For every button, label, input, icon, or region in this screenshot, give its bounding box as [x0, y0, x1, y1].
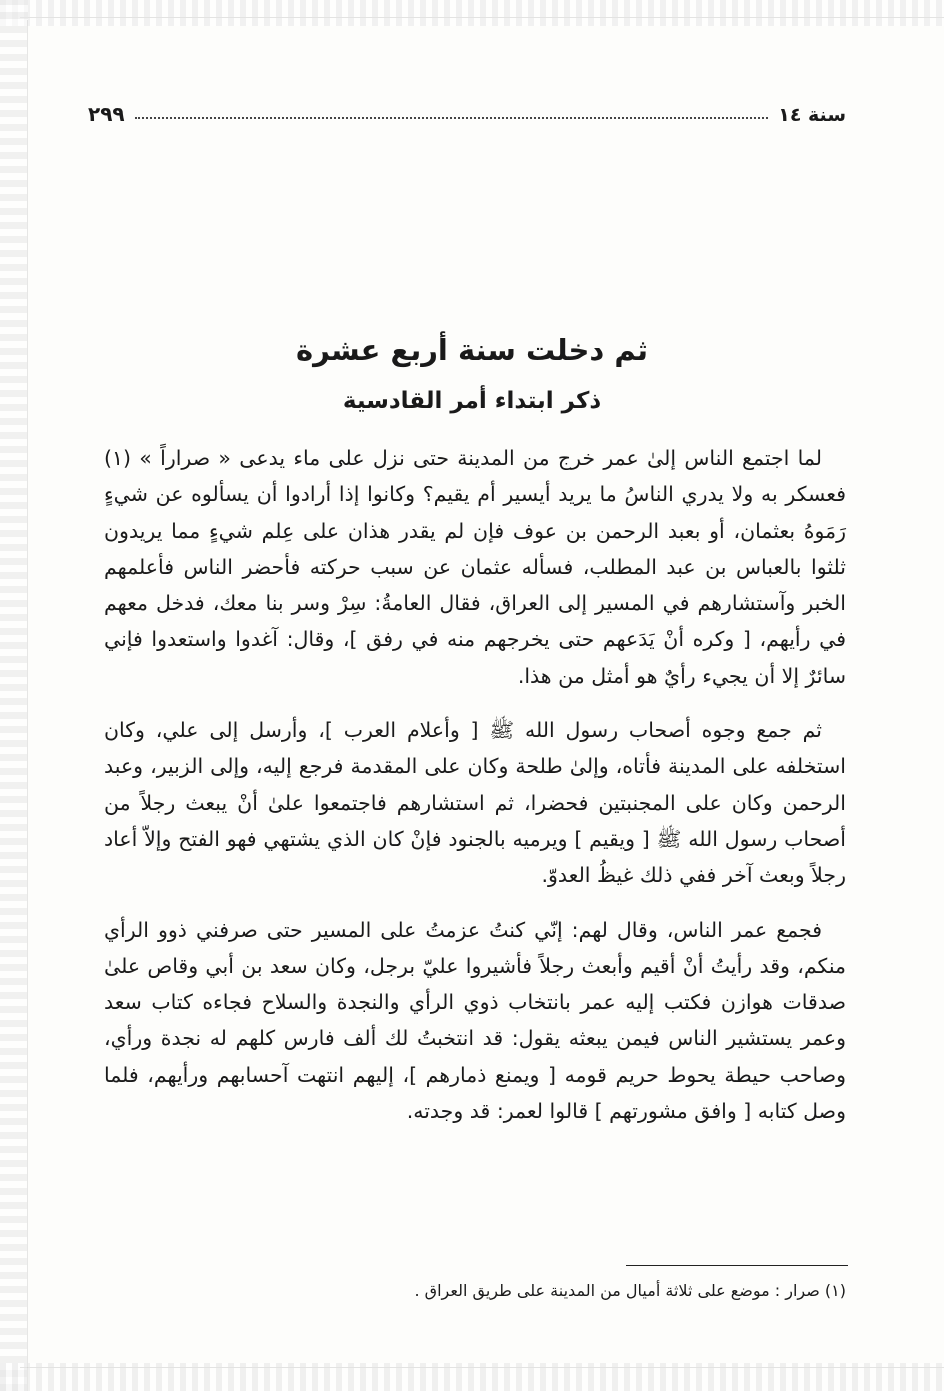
- section-heading: ذكر ابتداء أمر القادسية: [342, 388, 602, 414]
- paragraph: لما اجتمع الناس إلىٰ عمر خرج من المدينة حتى نزل على ماء يدعى « صراراً » (١) فعسكر به ولا يدري الناسُ ما يريد أيسير أم يقيم؟ وكانوا إذا أرادوا أن يسألوه عن شيءٍ رَمَوهُ بعثمان، أو بعبد الرحمن بن عوف فإن لم يقدر هذان على عِلم شيءٍ مما يريدون ثلثوا بالعباس بن عبد المطلب، فسأله عثمان عن سبب حركته فأحضر الناس فأعلمهم الخبر وآستشارهم في المسير إلى العراق، فقال العامةُ: سِرْ وسر بنا معك، فدخل معهم في رأيهم، [ وكره أنْ يَدَعهم حتى يخرجهم منه في رفق ]، وقال: آغدوا واستعدوا فإني سائرٌ إلا أن يجيء رأيٌ هو أمثل من هذا.: [104, 446, 846, 688]
- header-dotted-leader: [135, 117, 769, 119]
- footnote-separator: [626, 1265, 848, 1266]
- decorative-border-top: [0, 0, 944, 26]
- paragraph: فجمع عمر الناس، وقال لهم: إنّي كنتُ عزمتُ على المسير حتى صرفني ذوو الرأي منكم، وقد رأيتُ أنْ أقيم وأبعث رجلاً فأشيروا عليّ برجل، وكان سعد بن أبي وقاص علىٰ صدقات هوازن فكتب إليه عمر بانتخاب ذوي الرأي والنجدة والسلاح فجاءه كتاب سعد وعمر يستشير الناس فيمن يبعثه يقول: قد انتخبتُ لك ألف فارس كلهم له نجدة ورأي، وصاحب حيطة يحوط حريم قومه [ ويمنع ذمارهم ]، إليهم انتهت آحسابهم ورأيهم، فلما وصل كتابه [ وافق مشورتهم ] قالوا لعمر: قد وجدته.: [104, 917, 846, 1124]
- page-number: ٢٩٩: [88, 102, 125, 126]
- paragraph: ثم جمع وجوه أصحاب رسول الله ﷺ [ وأعلام العرب ]، وأرسل إلى علي، وكان استخلفه على المدينة فأتاه، وإلىٰ طلحة وكان على المقدمة فرجع إليه، وإلى الزبير، وعبد الرحمن وكان على المجنبتين فحضرا، ثم استشارهم فاجتمعوا علىٰ أنْ يبعث رجلاً من أصحاب رسول الله ﷺ [ ويقيم ] ويرميه بالجنود فإنْ كان الذي يشتهي فهو الفتح وإلاّ أعاد رجلاً وبعث آخر ففي ذلك غيظُ العدوّ.: [104, 718, 846, 888]
- chapter-title: ثم دخلت سنة أربع عشرة: [295, 333, 649, 367]
- running-header: [88, 92, 846, 126]
- body-text: [104, 440, 846, 1129]
- footnote: (١) صرار : موضع على ثلاثة أميال من المدينة على طريق العراق .: [414, 1281, 846, 1300]
- running-title: سنة ١٤: [778, 104, 846, 126]
- decorative-border-bottom: [0, 1363, 944, 1391]
- decorative-border-left: [0, 0, 28, 1391]
